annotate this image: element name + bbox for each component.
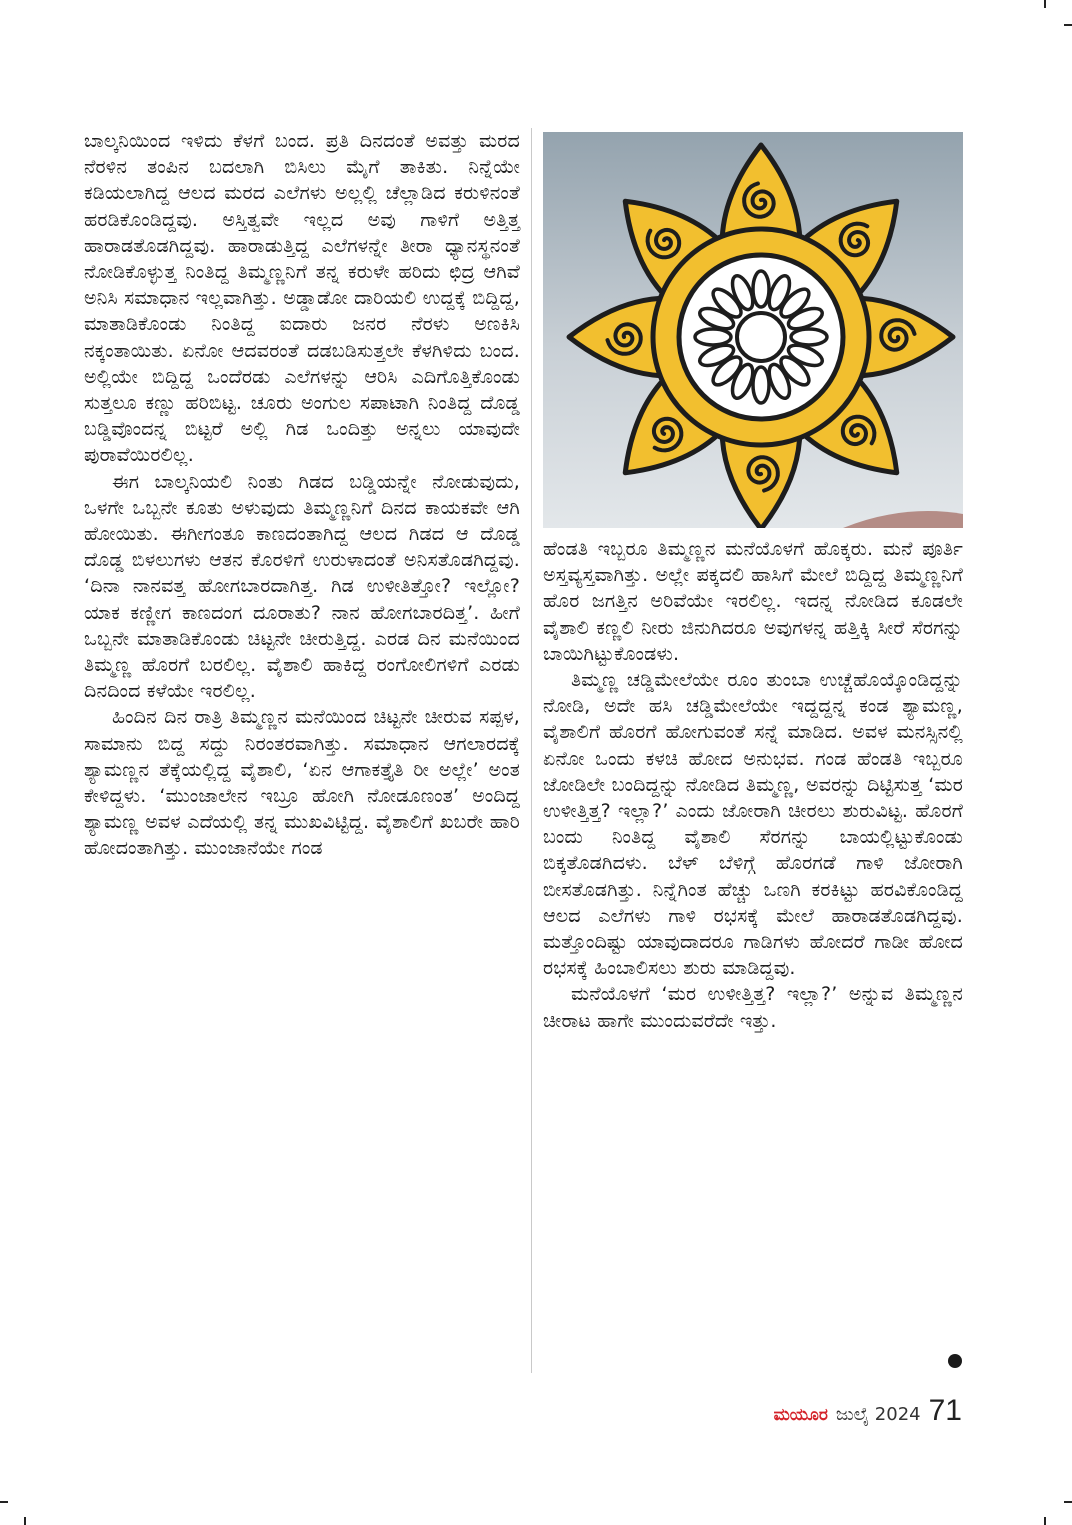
crop-mark (1044, 1517, 1046, 1525)
crop-mark (0, 1501, 8, 1503)
inner-petal (791, 329, 827, 345)
article-column-right (543, 536, 963, 1034)
flower-rangoli-illustration (543, 132, 963, 528)
inner-petal (753, 271, 769, 307)
flower-center (737, 313, 785, 361)
article-paragraph: ಬಾಲ್ಕನಿಯಿಂದ ಇಳಿದು ಕೆಳಗೆ ಬಂದ. ಪ್ರತಿ ದಿನದಂತೆ ಅವತ್ತು ಮರದ ನೆರಳಿನ ತಂಪಿನ ಬದಲಾಗಿ ಬಿಸಿಲು ಮೈಗೆ ತಾಕಿತು. ನಿನ್ನೆಯೇ ಕಡಿಯಲಾಗಿದ್ದ ಆಲದ ಮರದ ಎಲೆಗಳು ಅಲ್ಲಲ್ಲಿ ಚೆಲ್ಲಾಡಿದ ಕರುಳಿನಂತೆ ಹರಡಿಕೊಂಡಿದ್ದವು. ಅಸ್ತಿತ್ವವೇ ಇಲ್ಲದ ಅವು ಗಾಳಿಗೆ ಅತ್ತಿತ್ತ ಹಾರಾಡತೊಡಗಿದ್ದವು. ಹಾರಾಡುತ್ತಿದ್ದ ಎಲೆಗಳನ್ನೇ ತೀರಾ ಧ್ಯಾನಸ್ಥನಂತೆ ನೋಡಿಕೊಳ್ಳುತ್ತ ನಿಂತಿದ್ದ ತಿಮ್ಮಣ್ಣನಿಗೆ ತನ್ನ ಕರುಳೇ ಹರಿದು ಛಿದ್ರ ಆಗಿವೆ ಅನಿಸಿ ಸಮಾಧಾನ ಇಲ್ಲವಾಗಿತ್ತು. ಅಡ್ಡಾಡೋ ದಾರಿಯಲಿ ಉದ್ದಕ್ಕೆ ಬಿದ್ದಿದ್ದ, ಮಾತಾಡಿಕೊಂಡು ನಿಂತಿದ್ದ ಐದಾರು ಜನರ ನೆರಳು ಅಣಕಿಸಿ ನಕ್ಕಂತಾಯಿತು. ಏನೋ ಆದವರಂತೆ ದಡಬಡಿಸುತ್ತಲೇ ಕೆಳಗಿಳಿದು ಬಂದ. ಅಲ್ಲಿಯೇ ಬಿದ್ದಿದ್ದ ಒಂದೆರಡು ಎಲೆಗಳನ್ನು ಆರಿಸಿ ಎದಿಗೊತ್ತಿಕೊಂಡು ಸುತ್ತಲೂ ಕಣ್ಣು ಹರಿಬಿಟ್ಟ. ಚೂರು ಅಂಗುಲ ಸಪಾಟಾಗಿ ನಿಂತಿದ್ದ ದೊಡ್ಡ ಬಡ್ಡಿವೊಂದನ್ನ ಬಿಟ್ಟರೆ ಅಲ್ಲಿ ಗಿಡ ಒಂದಿತ್ತು ಅನ್ನಲು ಯಾವುದೇ ಪುರಾವೆಯಿರಲಿಲ್ಲ. (84, 130, 520, 467)
magazine-logo: ಮಯೂರ (773, 1405, 828, 1425)
page-footer (774, 1394, 962, 1428)
article-paragraph: ತಿಮ್ಮಣ್ಣ ಚಡ್ಡಿಮೇಲೆಯೇ ರೂಂ ತುಂಬಾ ಉಚ್ಚೆಹೊಯ್ಕೊಂಡಿದ್ದನ್ನು ನೋಡಿ, ಅದೇ ಹಸಿ ಚಡ್ಡಿಮೇಲೆಯೇ ಇದ್ದದ್ದನ್ನ ಕಂಡ ಶ್ಯಾಮಣ್ಣ, ವೈಶಾಲಿಗೆ ಹೊರಗೆ ಹೋಗುವಂತೆ ಸನ್ನೆ ಮಾಡಿದ. ಅವಳ ಮನಸ್ಸಿನಲ್ಲಿ ಏನೋ ಒಂದು ಕಳಚಿ ಹೋದ ಅನುಭವ. ಗಂಡ ಹೆಂಡತಿ ಇಬ್ಬರೂ ಜೋಡಿಲೇ ಬಂದಿದ್ದನ್ನು ನೋಡಿದ ತಿಮ್ಮಣ್ಣ, ಅವರನ್ನು ದಿಟ್ಟಿಸುತ್ತ ‘ಮರ ಉಳೀತ್ತಿತ್ತ? ಇಲ್ಲಾ?’ ಎಂದು ಜೋರಾಗಿ ಚೀರಲು ಶುರುವಿಟ್ಟ. ಹೊರಗೆ ಬಂದು ನಿಂತಿದ್ದ ವೈಶಾಲಿ ಸೆರಗನ್ನು ಬಾಯಲ್ಲಿಟ್ಟುಕೊಂಡು ಬಿಕ್ಕತೊಡಗಿದಳು. ಬೆಳ್ ಬೆಳಿಗ್ಗೆ ಹೊರಗಡೆ ಗಾಳಿ ಜೋರಾಗಿ ಬೀಸತೊಡಗಿತ್ತು. ನಿನ್ನೆಗಿಂತ ಹೆಚ್ಚು ಒಣಗಿ ಕರಕಿಟ್ಟು ಹರವಿಕೊಂಡಿದ್ದ ಆಲದ ಎಲೆಗಳು ಗಾಳಿ ರಭಸಕ್ಕೆ ಮೇಲೆ ಹಾರಾಡತೊಡಗಿದ್ದವು. ಮತ್ತೊಂದಿಷ್ಟು ಯಾವುದಾದರೂ ಗಾಡಿಗಳು ಹೋದರೆ ಗಾಡೀ ಹೋದ ರಭಸಕ್ಕೆ ಹಿಂಬಾಲಿಸಲು ಶುರು ಮಾಡಿದ್ದವು. (543, 669, 963, 980)
article-column-left (84, 128, 520, 862)
article-paragraph: ಹೆಂಡತಿ ಇಬ್ಬರೂ ತಿಮ್ಮಣ್ಣನ ಮನೆಯೊಳಗೆ ಹೊಕ್ಕರು. ಮನೆ ಪೂರ್ತಿ ಅಸ್ತವ್ಯಸ್ತವಾಗಿತ್ತು. ಅಲ್ಲೇ ಪಕ್ಕದಲಿ ಹಾಸಿಗೆ ಮೇಲೆ ಬಿದ್ದಿದ್ದ ತಿಮ್ಮಣ್ಣನಿಗೆ ಹೊರ ಜಗತ್ತಿನ ಅರಿವೆಯೇ ಇರಲಿಲ್ಲ. ಇದನ್ನ ನೋಡಿದ ಕೂಡಲೇ ವೈಶಾಲಿ ಕಣ್ಣಲಿ ನೀರು ಜಿನುಗಿದರೂ ಅವುಗಳನ್ನ ಹತ್ತಿಕ್ಕಿ ಸೀರೆ ಸೆರಗನ್ನು ಬಾಯಿಗಿಟ್ಟುಕೊಂಡಳು. (543, 538, 963, 665)
crop-mark (1064, 1501, 1072, 1503)
page-number: 71 (928, 1394, 962, 1427)
crop-mark (1044, 0, 1046, 8)
article-paragraph: ಮನೆಯೊಳಗೆ ‘ಮರ ಉಳೀತ್ತಿತ್ತ? ಇಲ್ಲಾ?’ ಅನ್ನುವ ತಿಮ್ಮಣ್ಣನ ಚೀರಾಟ ಹಾಗೇ ಮುಂದುವರೆದೇ ಇತ್ತು. (543, 983, 963, 1032)
inner-petal (753, 367, 769, 403)
crop-mark (1064, 24, 1072, 26)
crop-mark (24, 1517, 26, 1525)
column-divider (531, 128, 532, 1373)
inner-petal (695, 329, 731, 345)
article-paragraph: ಹಿಂದಿನ ದಿನ ರಾತ್ರಿ ತಿಮ್ಮಣ್ಣನ ಮನೆಯಿಂದ ಚಿಟ್ಟನೇ ಚೀರುವ ಸಪ್ಪಳ, ಸಾಮಾನು ಬಿದ್ದ ಸದ್ದು ನಿರಂತರವಾಗಿತ್ತು. ಸಮಾಧಾನ ಆಗಲಾರದಕ್ಕೆ ಶ್ಯಾಮಣ್ಣನ ತೆಕ್ಕೆಯಲ್ಲಿದ್ದ ವೈಶಾಲಿ, ‘ಏನ ಆಗಾಕತ್ತೈತಿ ರೀ ಅಲ್ಲೇ’ ಅಂತ ಕೇಳಿದ್ದಳು. ‘ಮುಂಜಾಲೇನ ಇಬ್ರೂ ಹೋಗಿ ನೋಡೂಣಂತ’ ಅಂದಿದ್ದ ಶ್ಯಾಮಣ್ಣ ಅವಳ ಎದೆಯಲ್ಲಿ ತನ್ನ ಮುಖವಿಟ್ಟಿದ್ದ. ವೈಶಾಲಿಗೆ ಖಬರೇ ಹಾರಿ ಹೋದಂತಾಗಿತ್ತು. ಮುಂಜಾನೆಯೇ ಗಂಡ (84, 706, 520, 860)
issue-date: ಜುಲೈ 2024 (835, 1404, 921, 1425)
article-paragraph: ಈಗ ಬಾಲ್ಕನಿಯಲಿ ನಿಂತು ಗಿಡದ ಬಡ್ಡಿಯನ್ನೇ ನೋಡುವುದು, ಒಳಗೇ ಒಬ್ಬನೇ ಕೂತು ಅಳುವುದು ತಿಮ್ಮಣ್ಣನಿಗೆ ದಿನದ ಕಾಯಕವೇ ಆಗಿ ಹೋಯಿತು. ಈಗೀಗಂತೂ ಕಾಣದಂತಾಗಿದ್ದ ಆಲದ ಗಿಡದ ಆ ದೊಡ್ಡ ದೊಡ್ಡ ಬಿಳಲುಗಳು ಆತನ ಕೊರಳಿಗೆ ಉರುಳಾದಂತೆ ಅನಿಸತೊಡಗಿದ್ದವು. ‘ದಿನಾ ನಾನವತ್ತ ಹೋಗಬಾರದಾಗಿತ್ತ. ಗಿಡ ಉಳೀತಿತ್ತೋ? ಇಲ್ಲೋ? ಯಾಕ ಕಣ್ಣೀಗ ಕಾಣದಂಗ ದೂರಾತು? ನಾನ ಹೋಗಬಾರದಿತ್ತ’. ಹೀಗೆ ಒಬ್ಬನೇ ಮಾತಾಡಿಕೊಂಡು ಚಿಟ್ಟನೇ ಚೀರುತ್ತಿದ್ದ. ಎರಡ ದಿನ ಮನೆಯಿಂದ ತಿಮ್ಮಣ್ಣ ಹೊರಗೆ ಬರಲಿಲ್ಲ. ವೈಶಾಲಿ ಹಾಕಿದ್ದ ರಂಗೋಲಿಗಳಿಗೆ ಎರಡು ದಿನದಿಂದ ಕಳೆಯೇ ಇರಲಿಲ್ಲ. (84, 470, 520, 703)
end-of-article-bullet (948, 1354, 962, 1368)
